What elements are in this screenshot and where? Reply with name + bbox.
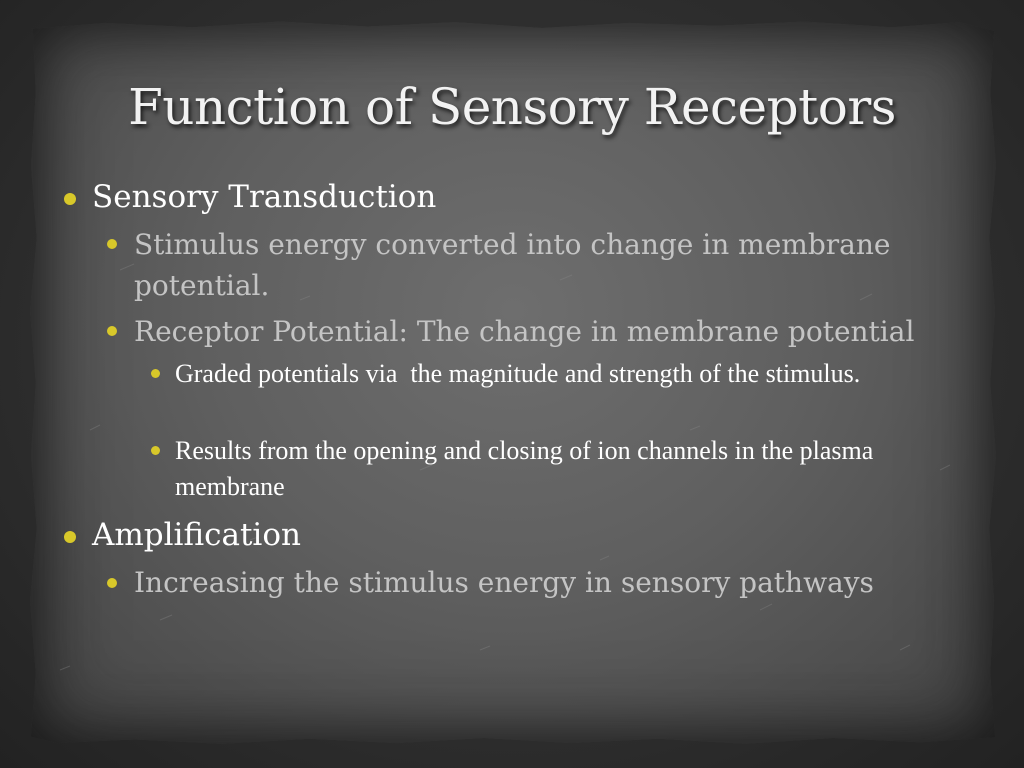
bullet-dot — [107, 326, 117, 336]
bullet-level1-amplification: Amplification — [92, 517, 301, 553]
bullet-dot — [151, 446, 160, 455]
bullet-dot — [107, 239, 117, 249]
bullet-level2-increasing-stimulus: Increasing the stimulus energy in sensory pathways — [134, 566, 874, 599]
bullet-dot — [64, 193, 76, 205]
bullet-dot — [64, 531, 76, 543]
bullet-level3-graded-potentials: Graded potentials via the magnitude and strength of the stimulus. — [175, 359, 861, 388]
bullet-level2-stimulus-energy: Stimulus energy converted into change in membrane potential. — [134, 228, 891, 302]
bullet-level1-sensory-transduction: Sensory Transduction — [92, 179, 437, 215]
bullet-level3-ion-channels: Results from the opening and closing of ion channels in the plasma membrane — [175, 436, 874, 501]
bullet-dot — [151, 369, 160, 378]
bullet-dot — [107, 578, 117, 588]
slide-title: Function of Sensory Receptors — [128, 78, 896, 136]
bullet-level2-receptor-potential: Receptor Potential: The change in membrane potential — [134, 315, 915, 348]
